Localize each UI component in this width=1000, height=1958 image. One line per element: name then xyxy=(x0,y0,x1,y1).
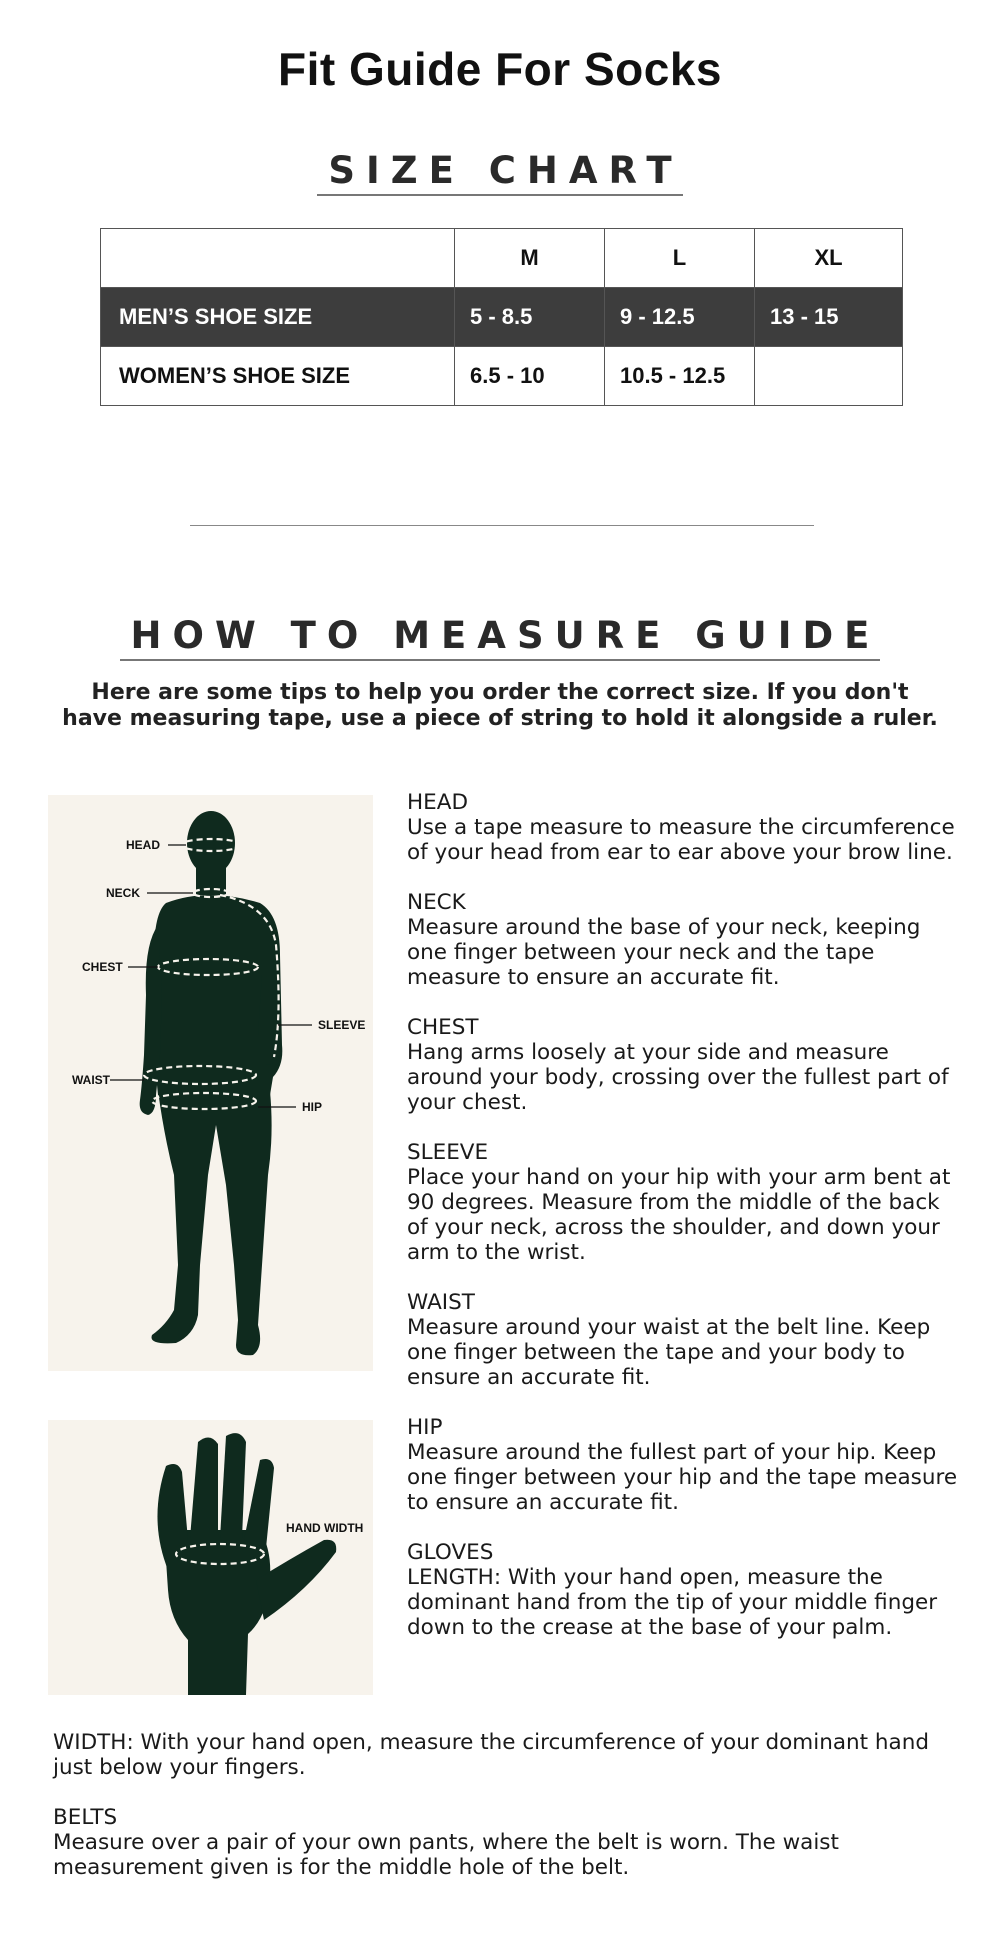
hip-label: HIP xyxy=(302,1100,323,1114)
chest-label: CHEST xyxy=(82,960,123,974)
measure-guide-heading: HOW TO MEASURE GUIDE xyxy=(120,615,881,661)
size-chart-table xyxy=(100,228,903,406)
size-chart-header-row xyxy=(101,229,903,288)
row-label: MEN’S SHOE SIZE xyxy=(101,288,455,347)
size-cell xyxy=(755,347,903,406)
size-cell: 10.5 - 12.5 xyxy=(605,347,755,406)
measurement-instructions xyxy=(407,790,967,1665)
neck-label: NECK xyxy=(106,886,141,900)
hand-measurement-illustration xyxy=(48,1420,373,1695)
size-chart-header-cell: XL xyxy=(755,229,903,288)
item-text: Use a tape measure to measure the circumference of your head from ear to ear above your brow line. xyxy=(407,815,955,865)
item-title: HIP xyxy=(407,1415,443,1440)
size-chart-heading-wrap xyxy=(0,150,1000,196)
list-item xyxy=(407,790,967,865)
belts-section xyxy=(53,1805,953,1880)
size-cell: 5 - 8.5 xyxy=(455,288,605,347)
body-measurement-illustration xyxy=(48,795,373,1371)
head-label: HEAD xyxy=(126,838,161,852)
size-chart-heading: SIZE CHART xyxy=(317,150,682,196)
item-text: Hang arms loosely at your side and measure around your body, crossing over the fullest part of your chest. xyxy=(407,1040,949,1115)
item-text: LENGTH: With your hand open, measure the dominant hand from the tip of your middle finger down to the crease at the base of your palm. xyxy=(407,1565,938,1640)
list-item xyxy=(407,1290,967,1390)
sleeve-label: SLEEVE xyxy=(318,1018,366,1032)
hand-figure-icon xyxy=(48,1420,373,1695)
size-cell: 6.5 - 10 xyxy=(455,347,605,406)
item-title: NECK xyxy=(407,890,466,915)
size-chart-header-cell: M xyxy=(455,229,605,288)
item-title: BELTS xyxy=(53,1805,118,1830)
size-cell: 9 - 12.5 xyxy=(605,288,755,347)
item-title: WAIST xyxy=(407,1290,475,1315)
size-chart-header-cell: L xyxy=(605,229,755,288)
size-chart-header-cell xyxy=(101,229,455,288)
measure-guide-heading-wrap xyxy=(0,615,1000,661)
item-text: Measure around the base of your neck, keeping one finger between your neck and the tape measure to ensure an accurate fit. xyxy=(407,915,921,990)
item-text: Measure around your waist at the belt line. Keep one finger between the tape and your body to ensure an accurate fit. xyxy=(407,1315,931,1390)
row-label: WOMEN’S SHOE SIZE xyxy=(101,347,455,406)
list-item xyxy=(407,1415,967,1515)
list-item xyxy=(407,890,967,990)
hand-width-label: HAND WIDTH xyxy=(286,1521,364,1535)
item-title: CHEST xyxy=(407,1015,479,1040)
item-title: HEAD xyxy=(407,790,469,815)
item-title: GLOVES xyxy=(407,1540,494,1565)
item-text: Measure around the fullest part of your hip. Keep one finger between your hip and the tape measure to ensure an accurate fit. xyxy=(407,1440,958,1515)
measure-guide-intro: Here are some tips to help you order the correct size. If you don't have measuring tape, use a piece of string to hold it alongside a ruler. xyxy=(62,680,938,731)
item-title: SLEEVE xyxy=(407,1140,489,1165)
item-text: Measure over a pair of your own pants, where the belt is worn. The waist measurement given is for the middle hole of the belt. xyxy=(53,1830,839,1880)
page-title: Fit Guide For Socks xyxy=(277,43,722,95)
table-row xyxy=(101,347,903,406)
waist-label: WAIST xyxy=(72,1073,110,1087)
table-row xyxy=(101,288,903,347)
gloves-width-text: WIDTH: With your hand open, measure the circumference of your dominant hand just below your fingers. xyxy=(53,1730,929,1780)
size-cell: 13 - 15 xyxy=(755,288,903,347)
item-text: Place your hand on your hip with your arm bent at 90 degrees. Measure from the middle of the back of your neck, across the shoulder, and down your arm to the wrist. xyxy=(407,1165,951,1265)
body-figure-icon xyxy=(48,795,373,1371)
list-item xyxy=(407,1540,967,1640)
list-item xyxy=(407,1015,967,1115)
section-divider xyxy=(190,525,814,526)
list-item xyxy=(407,1140,967,1265)
